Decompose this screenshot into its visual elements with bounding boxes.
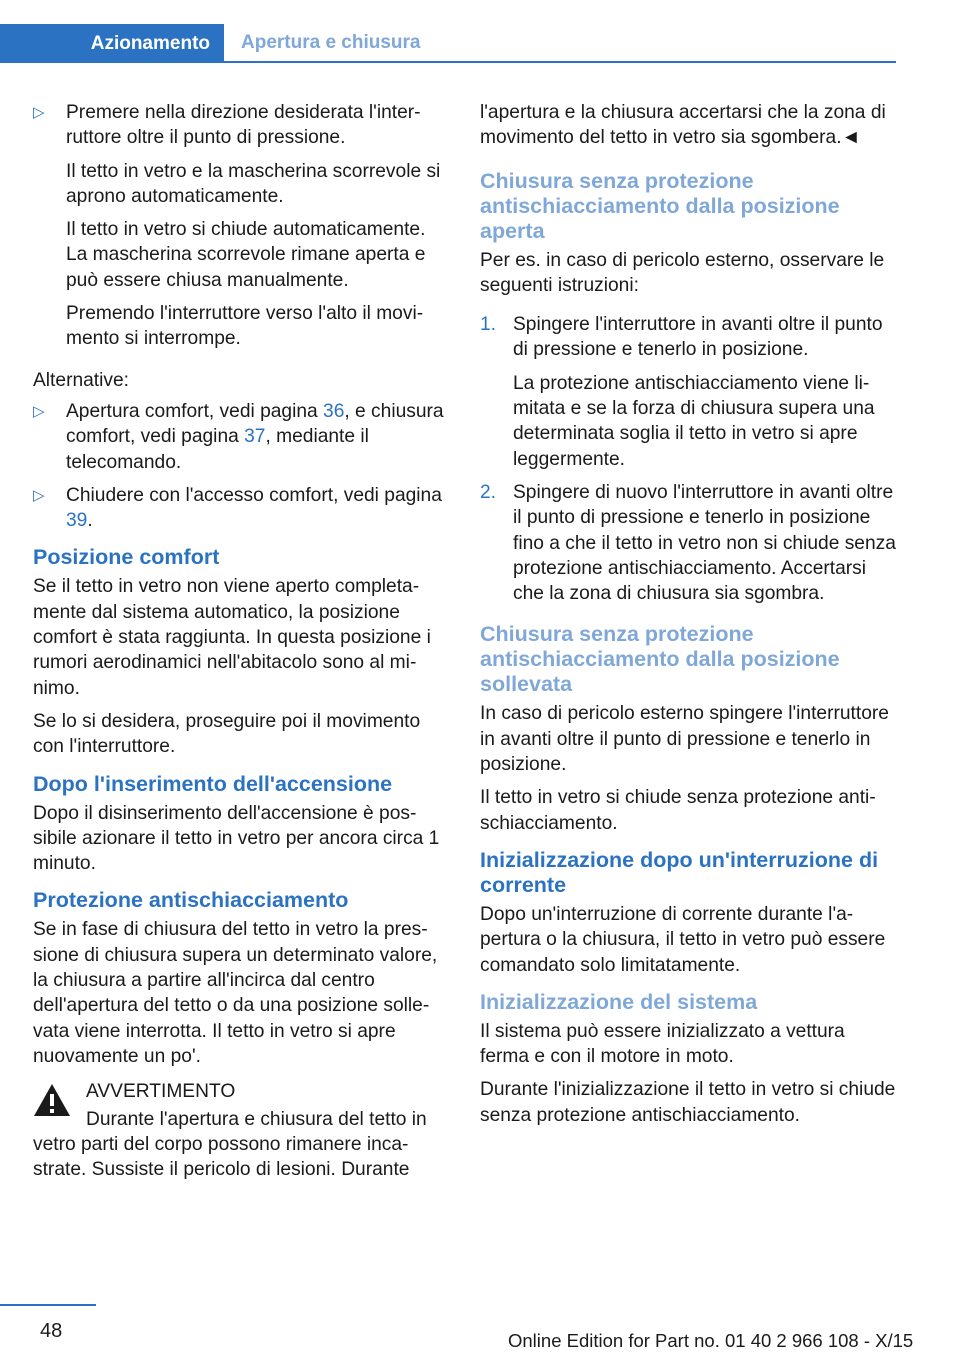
- heading-inizializzazione-corrente: Inizializzazione dopo un'interruzione di corrente: [480, 847, 879, 897]
- paragraph: Dopo un'interruzione di corrente durante l'apertura o la chiusura, il tetto in vetro può essere comandato solo limitatamente.: [480, 903, 886, 976]
- list-item: [480, 312, 896, 472]
- heading-dopo-accensione: Dopo l'inserimento dell'accensione: [33, 771, 393, 796]
- tab-azionamento-label: Azionamento: [90, 32, 210, 54]
- warning-triangle-icon: [33, 1083, 71, 1117]
- list-item: [33, 100, 446, 352]
- paragraph: [66, 399, 446, 475]
- paragraph: Il tetto in vetro si chiude automaticamente. La mascherina scorrevole rimane aperta e può essere chiusa manualmente.: [66, 219, 426, 291]
- paragraph: Se lo si desidera, proseguire poi il movimento con l'interruttore.: [33, 710, 421, 758]
- step-number: 2.: [480, 481, 497, 503]
- warning-title: AVVERTIMENTO: [86, 1081, 236, 1103]
- paragraph: Se in fase di chiusura del tetto in vetro la pressione di chiusura supera un determinato valore, la chiusura a partire all'incirca dal centro dell'apertura del tetto o da una posizione sollevata viene interrotta. Il tetto in vetro si apre nuovamente un po'.: [33, 919, 438, 1067]
- step-number: 1.: [480, 314, 497, 336]
- tab-azionamento[interactable]: [0, 24, 224, 63]
- paragraph: Spingere l'interruttore in avanti oltre il punto di pressione e tenerlo in posizione.: [513, 314, 883, 361]
- paragraph: Il tetto in vetro e la mascherina scorrevole si aprono automaticamente.: [66, 160, 441, 207]
- heading-chiusura-aperta: Chiusura senza protezione antischiacciamento dalla posizione aperta: [480, 168, 840, 243]
- heading-protezione: Protezione antischiacciamento: [33, 888, 349, 913]
- warning-text: vetro parti del corpo possono rimanere incastrate. Sussiste il pericolo di lesioni. Durante: [33, 1133, 410, 1181]
- paragraph: Per es. in caso di pericolo esterno, osservare le seguenti istruzioni:: [480, 249, 885, 296]
- tab-apertura-chiusura-label: Apertura e chiusura: [241, 31, 421, 53]
- warning-box: [33, 1079, 446, 1182]
- left-column: [33, 100, 446, 1182]
- heading-chiusura-sollevata: Chiusura senza protezione antischiacciamento dalla posizione sollevata: [480, 622, 840, 697]
- page-link-37[interactable]: 37: [244, 426, 266, 448]
- paragraph: Premere nella direzione desiderata l'interruttore oltre il punto di pressione.: [66, 102, 421, 149]
- list-item: [480, 480, 896, 606]
- triangle-right-icon: ▷: [33, 486, 45, 504]
- warning-text: Durante l'apertura e chiusura del tetto in: [86, 1108, 427, 1130]
- paragraph: Il tetto in vetro si chiude senza protezione antischiacciamento.: [480, 787, 876, 834]
- paragraph: Spingere di nuovo l'interruttore in avanti oltre il punto di pressione e tenerlo in posizione fino a che il tetto in vetro non si chiude senza protezione antischiacciamento. Accertarsi che la zona di chiusura sia sgombra.: [513, 481, 896, 605]
- page-link-39[interactable]: 39: [66, 510, 88, 532]
- alternatives-label: Alternative:: [33, 369, 129, 391]
- text: , e chiusura comfort, vedi pagina: [66, 400, 444, 448]
- text: Apertura comfort, vedi pagina: [66, 400, 324, 422]
- page-link-36[interactable]: 36: [323, 400, 345, 422]
- heading-inizializzazione-sistema: Inizializzazione del sistema: [480, 989, 758, 1014]
- heading-posizione-comfort: Posizione comfort: [33, 545, 220, 570]
- paragraph: Dopo il disinserimento dell'accensione è possibile azionare il tetto in vetro per ancora circa 1 minuto.: [33, 802, 440, 875]
- text: .: [87, 510, 93, 532]
- paragraph: [66, 483, 446, 534]
- paragraph: In caso di pericolo esterno spingere l'interruttore in avanti oltre il punto di pressione e tenerlo in posizione.: [480, 703, 889, 776]
- text: Chiudere con l'accesso comfort, vedi pagina: [66, 484, 442, 506]
- paragraph: Premendo l'interruttore verso l'alto il movimento si interrompe.: [66, 303, 424, 350]
- paragraph: La protezione antischiacciamento viene limitata e se la forza di chiusura supera una determinata soglia il tetto in vetro si apre leggermente.: [513, 372, 875, 470]
- edition-text: Online Edition for Part no. 01 40 2 966 108 - X/15: [508, 1330, 914, 1351]
- paragraph: l'apertura e la chiusura accertarsi che la zona di movimento del tetto in vetro sia sgombera.◄: [480, 102, 886, 149]
- tab-apertura-chiusura[interactable]: [224, 24, 421, 61]
- list-item: [33, 483, 446, 534]
- paragraph: Durante l'inizializzazione il tetto in vetro si chiude senza protezione antischiacciamento.: [480, 1079, 896, 1126]
- text: , mediante il telecomando.: [66, 426, 369, 473]
- paragraph: Se il tetto in vetro non viene aperto completamente dal sistema automatico, la posizione comfort è stata raggiunta. In questa posizione i rumori aerodinamici nell'abitacolo sono al minimo.: [33, 576, 431, 699]
- header-rule: [0, 61, 896, 63]
- paragraph: Il sistema può essere inizializzato a vettura ferma e con il motore in moto.: [480, 1020, 845, 1068]
- footer-rule: [0, 1304, 96, 1306]
- right-column: [480, 100, 896, 1136]
- page-number: 48: [40, 1320, 63, 1342]
- triangle-right-icon: ▷: [33, 402, 45, 420]
- list-item: [33, 399, 446, 475]
- triangle-right-icon: ▷: [33, 104, 45, 121]
